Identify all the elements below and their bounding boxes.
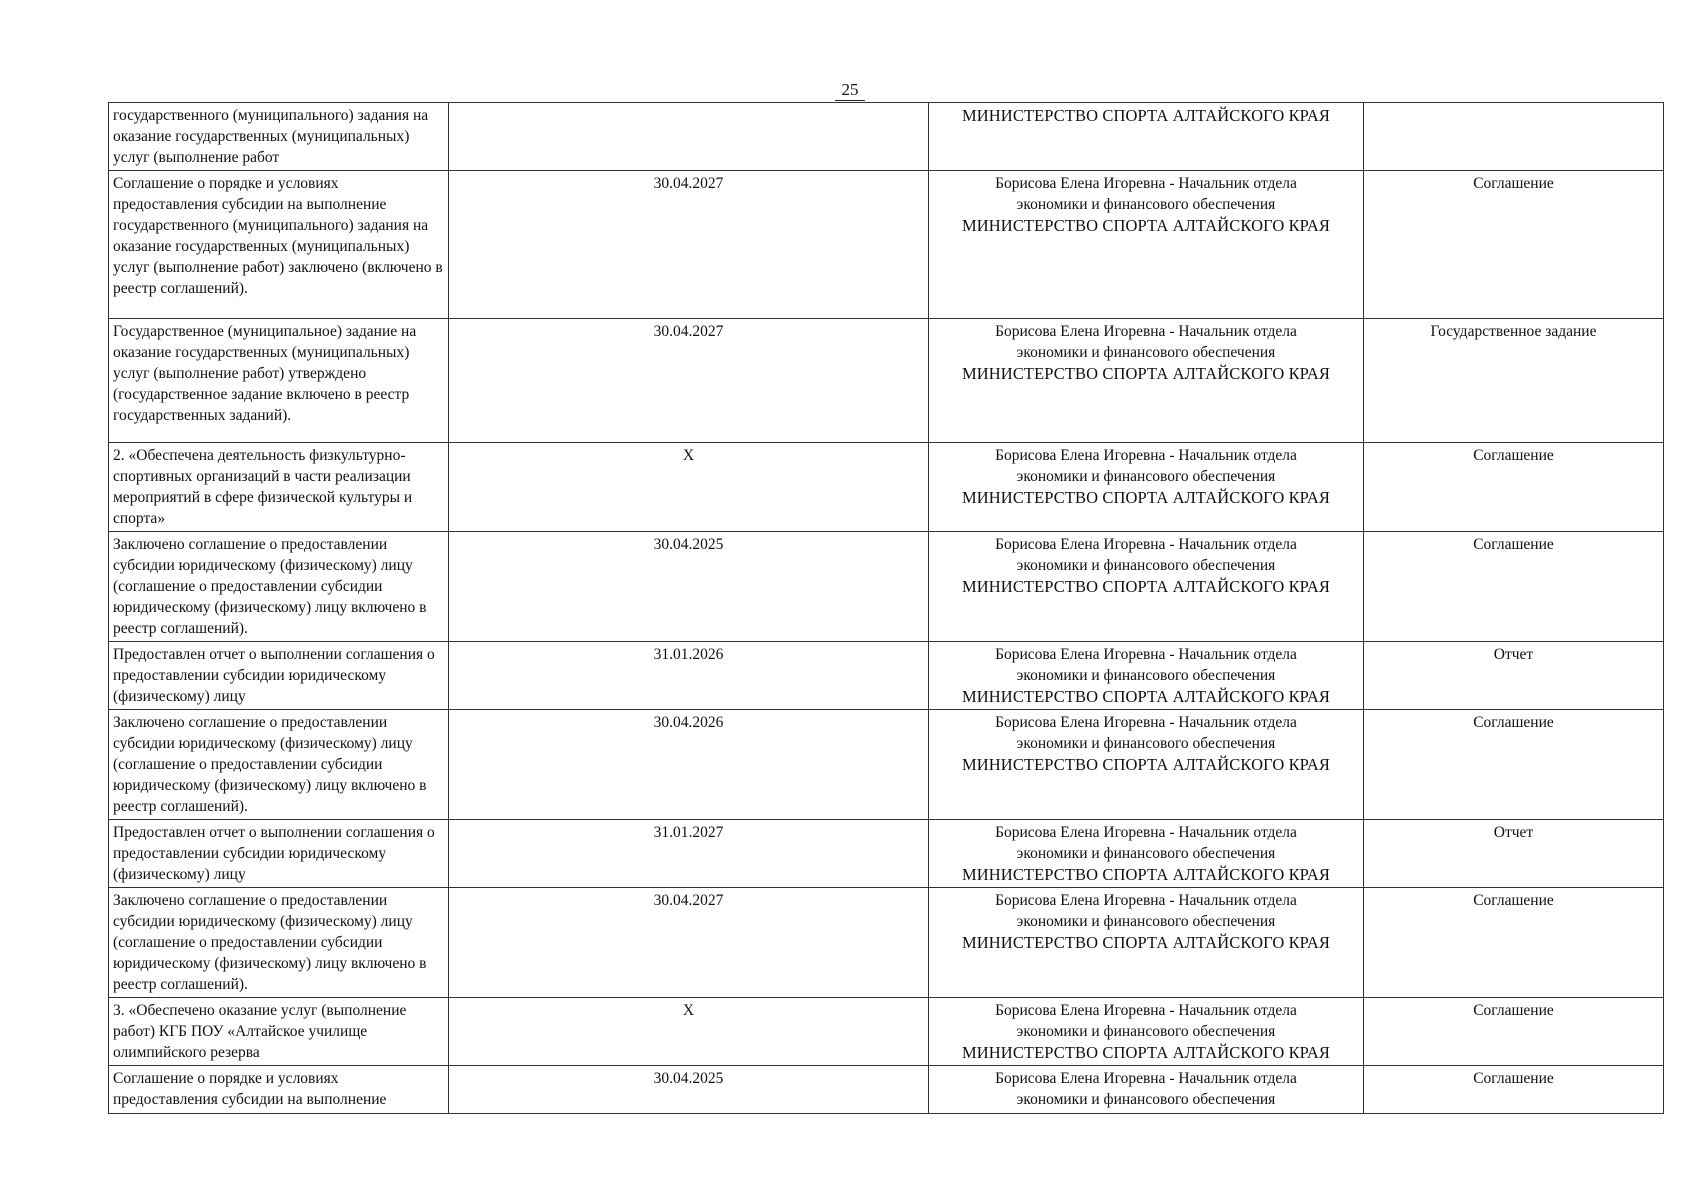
- responsible-org: МИНИСТЕРСТВО СПОРТА АЛТАЙСКОГО КРАЯ: [962, 865, 1330, 884]
- table-row: [109, 642, 1664, 710]
- table-row: [109, 1066, 1664, 1114]
- table-row: [109, 710, 1664, 820]
- responsible-dept: экономики и финансового обеспечения: [1016, 735, 1276, 752]
- responsible-name: Борисова Елена Игоревна - Начальник отдела: [995, 447, 1297, 464]
- table-row: [109, 443, 1664, 532]
- responsible-name: Борисова Елена Игоревна - Начальник отдела: [995, 323, 1297, 340]
- responsible-org: МИНИСТЕРСТВО СПОРТА АЛТАЙСКОГО КРАЯ: [962, 755, 1330, 774]
- document-type-cell: Соглашение: [1364, 171, 1664, 319]
- event-text-cell: Предоставлен отчет о выполнении соглашения о предоставлении субсидии юридическому (физическому) лицу: [109, 642, 449, 710]
- responsible-cell: [929, 532, 1364, 642]
- plan-table: [108, 102, 1664, 1114]
- responsible-dept: экономики и финансового обеспечения: [1016, 557, 1276, 574]
- responsible-cell: [929, 103, 1364, 171]
- responsible-name: Борисова Елена Игоревна - Начальник отдела: [995, 824, 1297, 841]
- responsible-org: МИНИСТЕРСТВО СПОРТА АЛТАЙСКОГО КРАЯ: [962, 933, 1330, 952]
- responsible-dept: экономики и финансового обеспечения: [1016, 667, 1276, 684]
- date-cell: 30.04.2026: [449, 710, 929, 820]
- document-type-cell: Отчет: [1364, 820, 1664, 888]
- responsible-name: Борисова Елена Игоревна - Начальник отдела: [995, 646, 1297, 663]
- document-type-cell: [1364, 103, 1664, 171]
- responsible-dept: экономики и финансового обеспечения: [1016, 1091, 1276, 1108]
- responsible-dept: экономики и финансового обеспечения: [1016, 913, 1276, 930]
- responsible-org: МИНИСТЕРСТВО СПОРТА АЛТАЙСКОГО КРАЯ: [962, 488, 1330, 507]
- responsible-org: МИНИСТЕРСТВО СПОРТА АЛТАЙСКОГО КРАЯ: [962, 687, 1330, 706]
- responsible-cell: [929, 171, 1364, 319]
- document-type-cell: Соглашение: [1364, 998, 1664, 1066]
- table-row: [109, 319, 1664, 443]
- responsible-org: МИНИСТЕРСТВО СПОРТА АЛТАЙСКОГО КРАЯ: [962, 1043, 1330, 1062]
- table-row: [109, 103, 1664, 171]
- event-text-cell: Заключено соглашение о предоставлении субсидии юридическому (физическому) лицу (соглашение о предоставлении субсидии юридическому (физическому) лицу включено в реестр соглашений).: [109, 710, 449, 820]
- responsible-name: Борисова Елена Игоревна - Начальник отдела: [995, 1002, 1297, 1019]
- responsible-dept: экономики и финансового обеспечения: [1016, 845, 1276, 862]
- event-text-cell: Соглашение о порядке и условиях предоставления субсидии на выполнение: [109, 1066, 449, 1114]
- date-cell: X: [449, 443, 929, 532]
- date-cell: 31.01.2026: [449, 642, 929, 710]
- event-text-cell: 2. «Обеспечена деятельность физкультурно-спортивных организаций в части реализации мероприятий в сфере физической культуры и спорта»: [109, 443, 449, 532]
- responsible-org: МИНИСТЕРСТВО СПОРТА АЛТАЙСКОГО КРАЯ: [962, 364, 1330, 383]
- date-cell: 30.04.2027: [449, 319, 929, 443]
- event-text-cell: Государственное (муниципальное) задание на оказание государственных (муниципальных) услуг (выполнение работ) утверждено (государственное задание включено в реестр государственных заданий).: [109, 319, 449, 443]
- responsible-dept: экономики и финансового обеспечения: [1016, 196, 1276, 213]
- date-cell: X: [449, 998, 929, 1066]
- date-cell: 30.04.2027: [449, 171, 929, 319]
- responsible-cell: [929, 710, 1364, 820]
- responsible-name: Борисова Елена Игоревна - Начальник отдела: [995, 1070, 1297, 1087]
- date-cell: [449, 103, 929, 171]
- responsible-org: МИНИСТЕРСТВО СПОРТА АЛТАЙСКОГО КРАЯ: [962, 216, 1330, 235]
- document-type-cell: Соглашение: [1364, 710, 1664, 820]
- table-row: [109, 820, 1664, 888]
- responsible-cell: [929, 820, 1364, 888]
- table-row: [109, 171, 1664, 319]
- event-text-cell: Заключено соглашение о предоставлении субсидии юридическому (физическому) лицу (соглашение о предоставлении субсидии юридическому (физическому) лицу включено в реестр соглашений).: [109, 532, 449, 642]
- responsible-dept: экономики и финансового обеспечения: [1016, 1023, 1276, 1040]
- document-type-cell: Соглашение: [1364, 1066, 1664, 1114]
- date-cell: 30.04.2025: [449, 1066, 929, 1114]
- responsible-name: Борисова Елена Игоревна - Начальник отдела: [995, 175, 1297, 192]
- responsible-name: Борисова Елена Игоревна - Начальник отдела: [995, 892, 1297, 909]
- date-cell: 30.04.2027: [449, 888, 929, 998]
- document-type-cell: Соглашение: [1364, 888, 1664, 998]
- responsible-cell: [929, 888, 1364, 998]
- responsible-cell: [929, 1066, 1364, 1114]
- responsible-dept: экономики и финансового обеспечения: [1016, 468, 1276, 485]
- event-text-cell: 3. «Обеспечено оказание услуг (выполнение работ) КГБ ПОУ «Алтайское училище олимпийского резерва: [109, 998, 449, 1066]
- document-type-cell: Соглашение: [1364, 443, 1664, 532]
- event-text-cell: Заключено соглашение о предоставлении субсидии юридическому (физическому) лицу (соглашение о предоставлении субсидии юридическому (физическому) лицу включено в реестр соглашений).: [109, 888, 449, 998]
- date-cell: 30.04.2025: [449, 532, 929, 642]
- table-row: [109, 888, 1664, 998]
- responsible-org: МИНИСТЕРСТВО СПОРТА АЛТАЙСКОГО КРАЯ: [962, 106, 1330, 125]
- responsible-cell: [929, 642, 1364, 710]
- responsible-cell: [929, 998, 1364, 1066]
- event-text-cell: государственного (муниципального) задания на оказание государственных (муниципальных) услуг (выполнение работ: [109, 103, 449, 171]
- document-type-cell: Отчет: [1364, 642, 1664, 710]
- date-cell: 31.01.2027: [449, 820, 929, 888]
- document-type-cell: Соглашение: [1364, 532, 1664, 642]
- table-row: [109, 998, 1664, 1066]
- table-row: [109, 532, 1664, 642]
- responsible-dept: экономики и финансового обеспечения: [1016, 344, 1276, 361]
- responsible-name: Борисова Елена Игоревна - Начальник отдела: [995, 714, 1297, 731]
- responsible-org: МИНИСТЕРСТВО СПОРТА АЛТАЙСКОГО КРАЯ: [962, 577, 1330, 596]
- responsible-cell: [929, 319, 1364, 443]
- page-number: 25: [835, 80, 865, 101]
- event-text-cell: Соглашение о порядке и условиях предоставления субсидии на выполнение государственного (муниципального) задания на оказание государственных (муниципальных) услуг (выполнение работ) заключено (включено в реестр соглашений).: [109, 171, 449, 319]
- responsible-name: Борисова Елена Игоревна - Начальник отдела: [995, 536, 1297, 553]
- event-text-cell: Предоставлен отчет о выполнении соглашения о предоставлении субсидии юридическому (физическому) лицу: [109, 820, 449, 888]
- document-type-cell: Государственное задание: [1364, 319, 1664, 443]
- responsible-cell: [929, 443, 1364, 532]
